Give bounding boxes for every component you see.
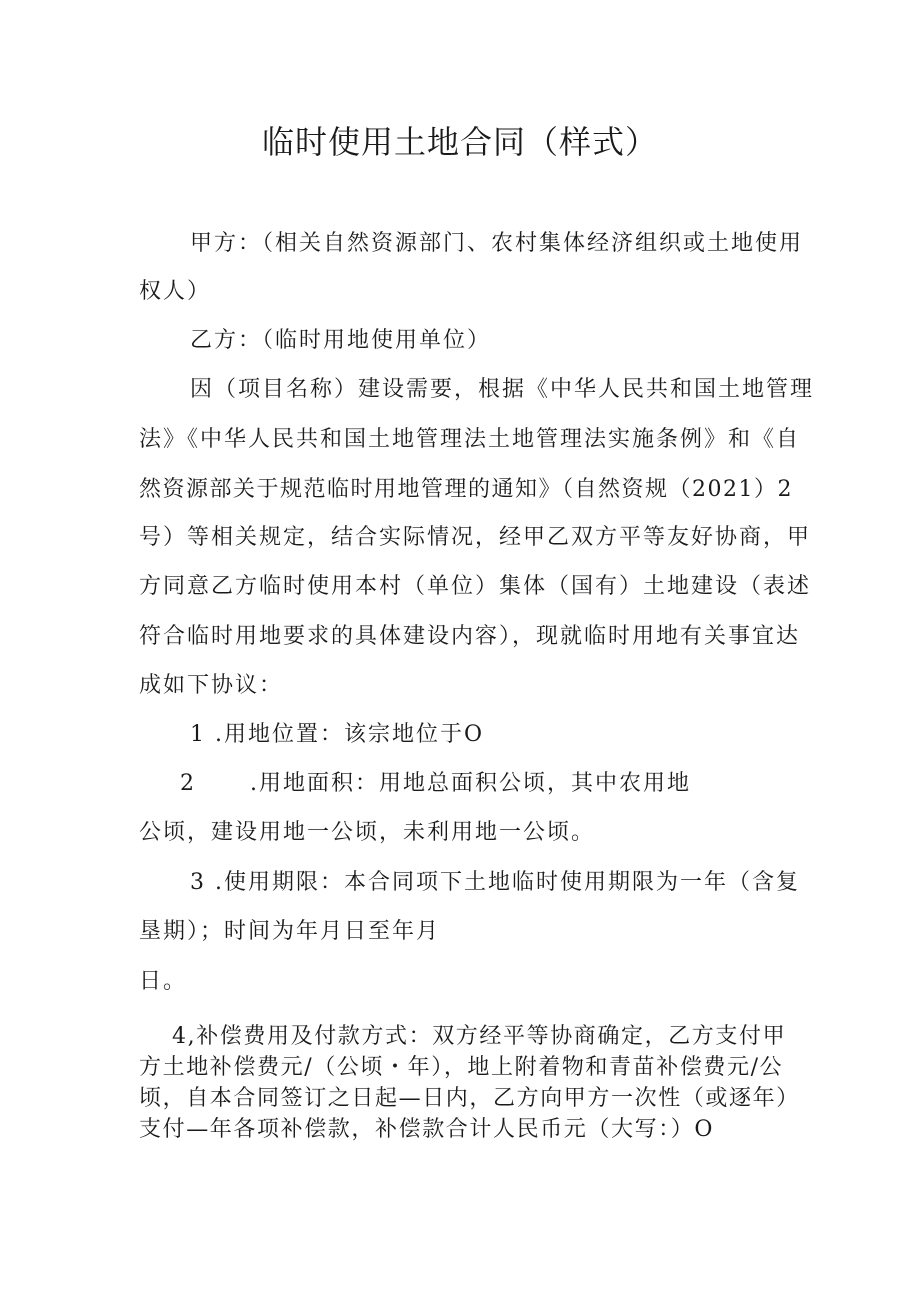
page-title: 临时使用土地合同（样式）: [261, 123, 658, 161]
clause-2-area-line-1: 2 .用地面积：用地总面积公顷，其中农用地: [180, 771, 691, 796]
party-a-line-1: 甲方：（相关自然资源部门、农村集体经济组织或土地使用: [190, 231, 804, 256]
preamble-line-6: 符合临时用地要求的具体建设内容），现就临时用地有关事宜达: [139, 624, 801, 649]
clause-3-term-line-1: 3 .使用期限：本合同项下土地临时使用期限为一年（含复: [190, 870, 800, 895]
preamble-line-5: 方同意乙方临时使用本村（单位）集体（国有）土地建设（表述: [139, 574, 812, 599]
preamble-line-2: 法》《中华人民共和国土地管理法土地管理法实施条例》和《自: [139, 427, 801, 452]
clause-3-term-line-2: 垦期）；时间为年月日至年月: [139, 919, 441, 944]
clause-4-compensation-line-3: 顷，自本合同签订之日起—日内，乙方向甲方一次性（或逐年）: [139, 1086, 800, 1111]
preamble-line-1: 因（项目名称）建设需要，根据《中华人民共和国土地管理: [190, 377, 815, 402]
party-b-line: 乙方：（临时用地使用单位）: [190, 328, 492, 353]
clause-4-compensation-line-2: 方土地补偿费元/（公顷・年），地上附着物和青苗补偿费元/公: [139, 1055, 784, 1080]
clause-1-location: 1 .用地位置：该宗地位于O: [190, 722, 485, 747]
preamble-line-3: 然资源部关于规范临时用地管理的通知》（自然资规（2021）2: [139, 477, 793, 502]
preamble-line-4: 号）等相关规定，结合实际情况，经甲乙双方平等友好协商，甲: [139, 525, 812, 550]
clause-3-term-line-3: 日。: [139, 969, 188, 994]
preamble-line-7: 成如下协议：: [139, 673, 284, 698]
clause-2-area-line-2: 公顷，建设用地一公顷，未利用地一公顷。: [139, 820, 596, 845]
party-a-line-2: 权人）: [139, 279, 212, 304]
clause-4-compensation-line-4: 支付—年各项补偿款，补偿款合计人民币元（大写：）O: [139, 1117, 715, 1142]
clause-4-compensation-line-1: 4,补偿费用及付款方式：双方经平等协商确定，乙方支付甲: [172, 1024, 787, 1049]
